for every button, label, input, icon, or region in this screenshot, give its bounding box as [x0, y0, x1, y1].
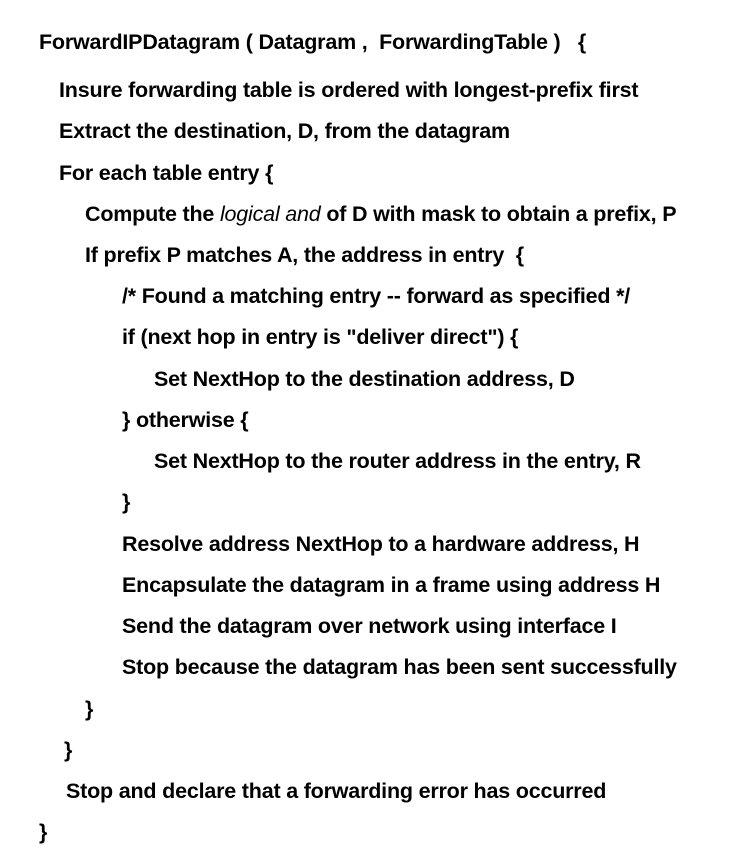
- compute-prefix-post: of D with mask to obtain a prefix, P: [320, 202, 677, 226]
- open-brace: {: [577, 30, 586, 54]
- open-paren: (: [245, 30, 253, 54]
- comment-found-entry: /* Found a matching entry -- forward as specified */: [122, 284, 631, 308]
- step-send-datagram: Send the datagram over network using interface I: [122, 614, 617, 638]
- step-extract-destination: Extract the destination, D, from the datagram: [59, 119, 510, 143]
- close-brace-loop: }: [64, 738, 73, 762]
- step-set-nexthop-router: Set NextHop to the router address in the entry, R: [154, 449, 641, 473]
- close-paren: ): [553, 30, 561, 54]
- step-order-table: Insure forwarding table is ordered with longest-prefix first: [59, 78, 639, 102]
- step-set-nexthop-destination: Set NextHop to the destination address, D: [154, 367, 575, 391]
- close-brace-if: }: [122, 490, 131, 514]
- step-declare-error: Stop and declare that a forwarding error has occurred: [66, 779, 607, 803]
- step-stop-success: Stop because the datagram has been sent successfully: [122, 655, 677, 679]
- close-brace-function: }: [39, 820, 48, 844]
- otherwise-branch: } otherwise {: [122, 408, 249, 432]
- loop-header: For each table entry {: [59, 161, 274, 185]
- param-forwarding-table: ForwardingTable: [379, 30, 548, 54]
- function-name: ForwardIPDatagram: [39, 30, 240, 54]
- if-prefix-matches: If prefix P matches A, the address in entry {: [85, 243, 524, 267]
- param-datagram: Datagram: [258, 30, 357, 54]
- param-comma: ,: [361, 30, 368, 54]
- if-deliver-direct: if (next hop in entry is "deliver direct") {: [122, 325, 519, 349]
- compute-prefix-pre: Compute the: [85, 202, 220, 226]
- step-compute-prefix: [85, 201, 676, 227]
- close-brace-match: }: [85, 697, 94, 721]
- function-signature: [39, 29, 586, 55]
- logical-and-term: logical and: [219, 202, 321, 226]
- step-encapsulate: Encapsulate the datagram in a frame using address H: [122, 573, 661, 597]
- step-resolve-address: Resolve address NextHop to a hardware address, H: [122, 532, 640, 556]
